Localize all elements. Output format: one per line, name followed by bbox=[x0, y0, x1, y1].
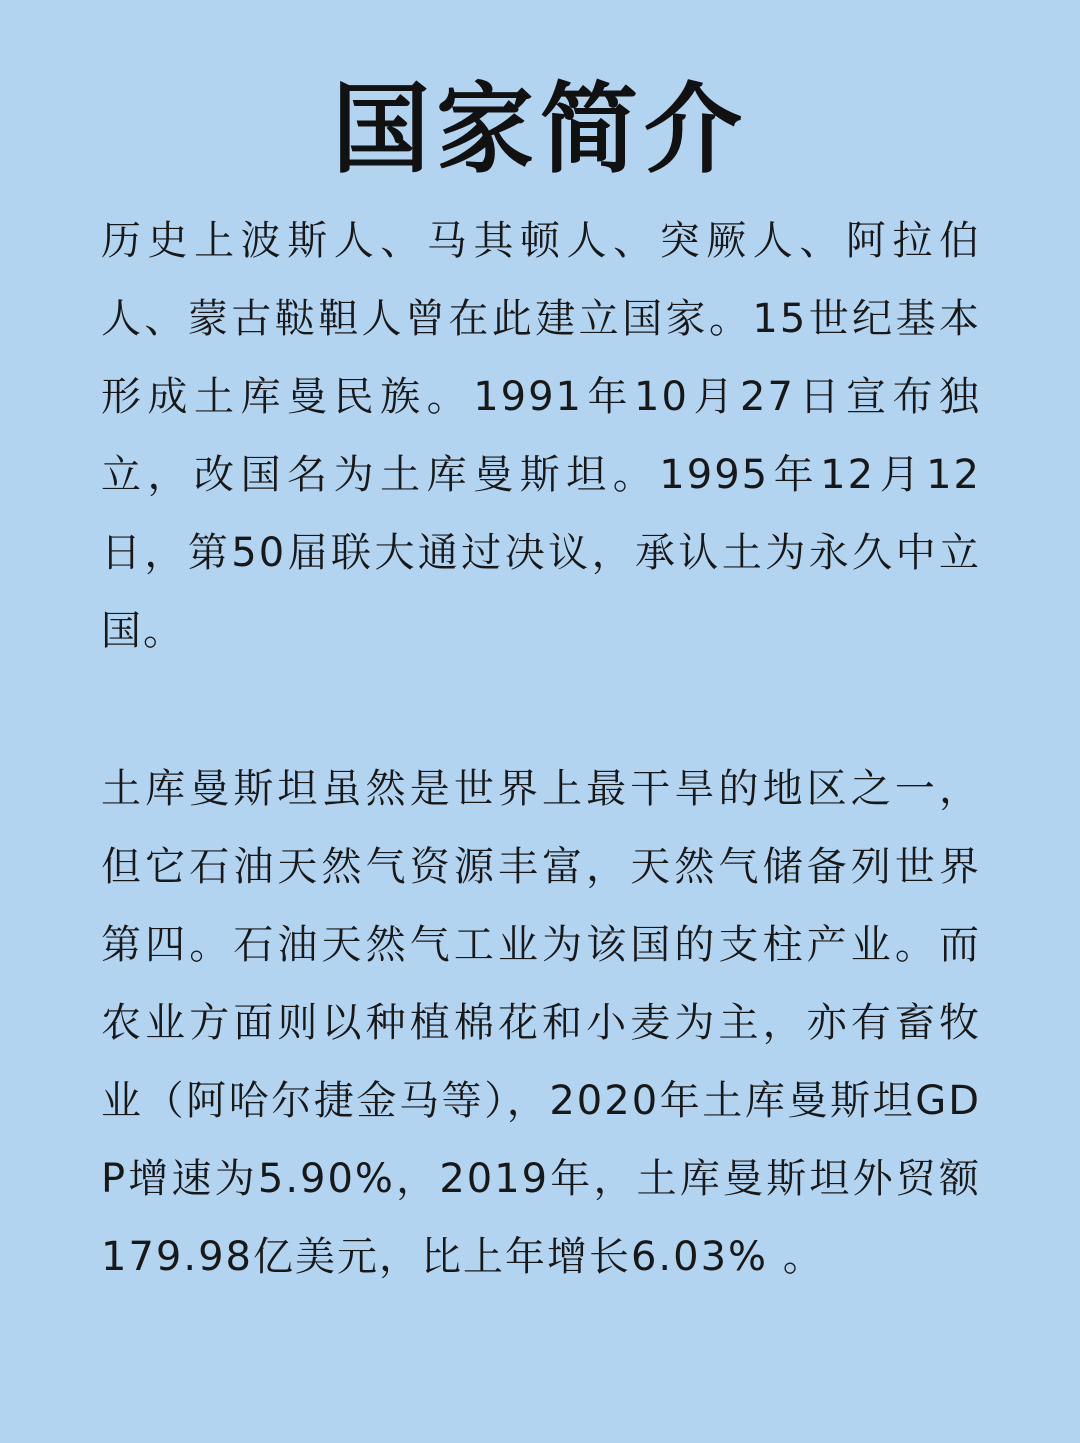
paragraph-history: 历史上波斯人、马其顿人、突厥人、阿拉伯人、蒙古鞑靼人曾在此建立国家。15世纪基本形成土库曼民族。1991年10月27日宣布独立，改国名为土库曼斯坦。1995年12月12日，第50届联大通过决议，承认土为永久中立国。 bbox=[101, 218, 981, 654]
page-title: 国家简介 bbox=[331, 73, 748, 187]
paragraph-economy: 土库曼斯坦虽然是世界上最干旱的地区之一，但它石油天然气资源丰富，天然气储备列世界第四。石油天然气工业为该国的支柱产业。而农业方面则以种植棉花和小麦为主，亦有畜牧业（阿哈尔捷金马等），2020年土库曼斯坦GDP增速为5.90%，2019年，土库曼斯坦外贸额179.98亿美元，比上年增长6.03% 。 bbox=[101, 766, 981, 1280]
